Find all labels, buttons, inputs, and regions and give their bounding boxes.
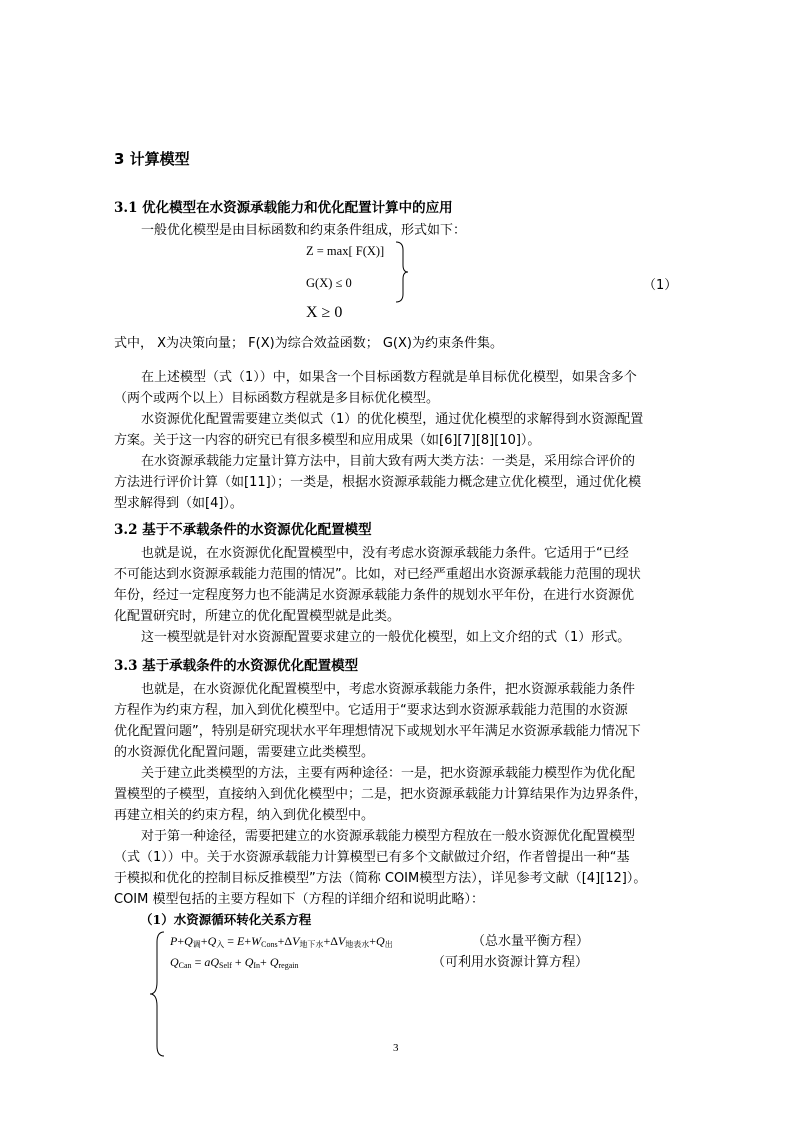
- s33-para3-line4: COIM 模型包括的主要方程如下（方程的详细介绍和说明此略）：: [114, 892, 484, 907]
- s33-para3-line1: 对于第一种途径，需要把建立的水资源承载能力模型方程放在一般水资源优化配置模型: [141, 829, 636, 844]
- s33-para2-line1: 关于建立此类模型的方法，主要有两种途径：一是，把水资源承载能力模型作为优化配: [141, 766, 636, 781]
- eq-system-left-brace: [148, 930, 166, 1058]
- s31-para1-line1: 在上述模型（式（1））中，如果含一个目标函数方程就是单目标优化模型，如果含多个: [141, 370, 637, 385]
- s31-para1-line2: （两个或两个以上）目标函数方程就是多目标优化模型。: [114, 391, 440, 406]
- s32-para2-line1: 这一模型就是针对水资源配置要求建立的一般优化模型，如上文介绍的式（1）形式。: [141, 630, 631, 645]
- eq-water-balance: $P+Q_调+Q_入 = E+W_{Cons}+\Delta V_{地下水}+\Delta V_{地表水}+Q_出$: [170, 934, 393, 949]
- s33-sub1-title: （1）水资源循环转化关系方程: [140, 912, 312, 927]
- eq1-constraint: G(X) ≤ 0: [306, 276, 352, 290]
- s31-para3-line1: 在水资源承载能力定量计算方法中，目前大致有两大类方法：一类是，采用综合评价的: [141, 454, 636, 469]
- eq-available-water: $Q_{Can} = aQ_{Self} + Q_{In}+ Q_{regain}$: [170, 955, 299, 970]
- s32-para1-line3: 年份，经过一定程度努力也不能满足水资源承载能力条件的规划水平年份，在进行水资源优: [114, 588, 635, 603]
- eq1-number: （1）: [643, 278, 678, 293]
- s33-para3-line3: 于模拟和优化的控制目标反推模型”方法（简称 COIM模型方法），详见参考文献（[4][12]）。: [114, 871, 647, 886]
- s33-para1-line4: 的水资源优化配置问题，需要建立此类模型。: [114, 745, 375, 760]
- s33-para1-line2: 方程作为约束方程，加入到优化模型中。它适用于“要求达到水资源承载能力范围的水资源: [114, 703, 628, 718]
- eq-available-water-note: （可利用水资源计算方程）: [432, 955, 589, 970]
- page-number: 3: [393, 1042, 399, 1054]
- s31-intro: 一般优化模型是由目标函数和约束条件组成，形式如下：: [141, 223, 467, 238]
- s31-para2-line2: 方案。关于这一内容的研究已有很多模型和应用成果（如[6][7][8][10]）。: [114, 433, 541, 448]
- s33-para1-line3: 优化配置问题”，特别是研究现状水平年理想情况下或规划水平年满足水资源承载能力情况下: [114, 724, 641, 739]
- subsection-3-3-title: 3.3 基于承载条件的水资源优化配置模型: [114, 658, 359, 674]
- s33-para3-line2: （式（1））中。关于水资源承载能力计算模型已有多个文献做过介绍，作者曾提出一种“基: [114, 850, 630, 865]
- s32-para1-line2: 不可能达到水资源承载能力范围的情况”。比如，对已经严重超出水资源承载能力范围的现状: [114, 567, 641, 582]
- s33-para1-line1: 也就是，在水资源优化配置模型中，考虑水资源承载能力条件，把水资源承载能力条件: [141, 682, 636, 697]
- s31-para3-line3: 型求解得到（如[4]）。: [114, 496, 243, 511]
- eq1-objective: Z = max[ F(X)]: [306, 244, 385, 258]
- s31-para3-line2: 方法进行评价计算（如[11]）；一类是，根据水资源承载能力概念建立优化模型，通过优化模: [114, 475, 642, 490]
- eq1-right-brace: [394, 240, 410, 304]
- subsection-3-1-title: 3.1 优化模型在水资源承载能力和优化配置计算中的应用: [114, 200, 453, 216]
- s31-explain: 式中， X为决策向量； F(X)为综合效益函数； G(X)为约束条件集。: [114, 336, 503, 351]
- s33-para2-line2: 置模型的子模型，直接纳入到优化模型中；二是，把水资源承载能力计算结果作为边界条件，: [114, 787, 648, 802]
- eq1-nonnegativity: X ≥ 0: [306, 304, 343, 321]
- eq-water-balance-note: （总水量平衡方程）: [472, 934, 590, 949]
- s33-para2-line3: 再建立相关的约束方程，纳入到优化模型中。: [114, 808, 375, 823]
- section-title: 3 计算模型: [114, 150, 190, 168]
- s31-para2-line1: 水资源优化配置需要建立类似式（1）的优化模型，通过优化模型的求解得到水资源配置: [141, 412, 644, 427]
- subsection-3-2-title: 3.2 基于不承载条件的水资源优化配置模型: [114, 522, 372, 538]
- s32-para1-line4: 化配置研究时，所建立的优化配置模型就是此类。: [114, 609, 401, 624]
- s32-para1-line1: 也就是说，在水资源优化配置模型中，没有考虑水资源承载能力条件。它适用于“已经: [141, 546, 629, 561]
